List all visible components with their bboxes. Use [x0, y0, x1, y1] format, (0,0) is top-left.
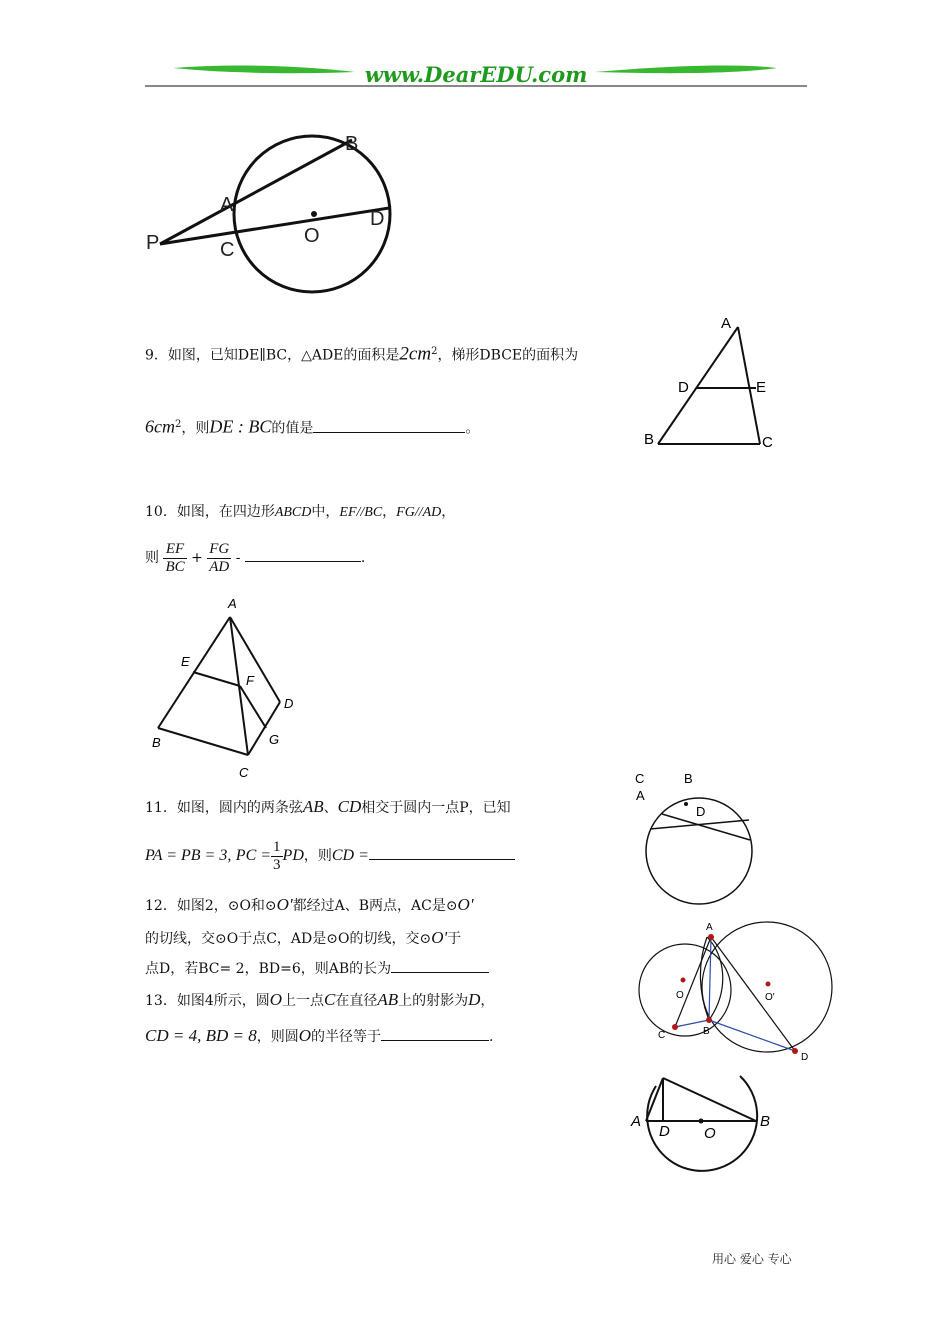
q12-line3 — [145, 958, 489, 979]
q10-text-a: 10．如图，在四边形 — [145, 504, 275, 520]
q11-cd-eq: CD = — [331, 847, 369, 864]
q10-frac1-den: BC — [165, 558, 185, 575]
q11-fig-C: C — [635, 771, 645, 786]
q13-fig-O: O — [704, 1125, 716, 1142]
q11-fig-B: B — [684, 771, 693, 786]
q11-text-a: 11．如图，圆内的两条弦 — [145, 800, 303, 816]
label-B: B — [345, 133, 359, 155]
q9-area2: 6cm — [145, 416, 175, 437]
q12-fig-A: A — [706, 922, 713, 933]
label-D: D — [370, 208, 385, 230]
q10-line2 — [145, 536, 365, 580]
q12-fig-O2: O' — [765, 992, 775, 1003]
q9-text-c: ，则 — [181, 420, 210, 437]
q9-text-d: 的值是 — [271, 420, 314, 437]
q12-fig-O: O — [676, 990, 684, 1001]
q12-fig-D: D — [801, 1052, 809, 1063]
q9-end: 。 — [465, 420, 480, 437]
q11-answer-blank[interactable] — [369, 845, 515, 860]
q10-fig-F: F — [246, 673, 254, 688]
q11-fig-D: D — [696, 804, 706, 819]
q12-text-e: 点D，若BC= 2，BD=6，则AB的长为 — [145, 961, 392, 977]
q11-dun: 、 — [323, 800, 338, 816]
q13-o2: O — [298, 1026, 312, 1045]
q13-o1: O — [269, 990, 283, 1009]
q12-fig-B: B — [703, 1026, 710, 1037]
q11-line2 — [145, 836, 515, 876]
q13-text-g: 的半径等于 — [311, 1029, 382, 1045]
q13-end: . — [489, 1029, 494, 1045]
q13-line2 — [145, 1026, 493, 1047]
q13-text-f: ，则圆 — [256, 1029, 299, 1045]
q10-text-b: 中， — [311, 504, 340, 520]
q13-c: C — [324, 990, 336, 1009]
q9-ratio: DE : BC — [209, 416, 272, 437]
q13-fig-D: D — [659, 1123, 670, 1140]
q10-fig-B: B — [152, 735, 161, 750]
label-O: O — [304, 225, 320, 247]
q10-sep: ， — [382, 504, 397, 520]
q10-fig-A: A — [228, 596, 237, 611]
q13-text-a: 13．如图4所示，圆 — [145, 993, 270, 1009]
label-P: P — [146, 232, 160, 254]
q10-fig-G: G — [269, 732, 280, 747]
figure-q12-two-circles — [635, 910, 840, 1065]
figure-secant-circle — [140, 125, 400, 300]
page-header — [145, 60, 807, 90]
figure-q10-quadrilateral — [145, 595, 315, 785]
q13-fig-B: B — [760, 1113, 771, 1130]
q11-ab: AB — [302, 797, 324, 816]
q12-op3: O' — [431, 928, 448, 947]
q12-text-c: 的切线，交⊙O于点C，AD是⊙O的切线，交⊙ — [145, 931, 432, 947]
q12-op1: O' — [276, 895, 293, 914]
q10-line1 — [145, 502, 455, 523]
q12-line1 — [145, 895, 473, 916]
q12-line2 — [145, 928, 461, 949]
q13-ab: AB — [377, 990, 399, 1009]
q9-fig-A: A — [721, 315, 732, 332]
q11-cd: CD — [337, 797, 362, 816]
q9-line2 — [145, 415, 479, 439]
q13-text-c: 在直径 — [335, 993, 378, 1009]
q13-text-e: ， — [480, 993, 495, 1009]
figure-q9-triangle — [640, 312, 790, 452]
q10-frac1 — [163, 541, 186, 576]
q12-text-b: 都经过A、B两点，AC是⊙ — [292, 898, 458, 914]
q9-area1: 2cm — [399, 343, 432, 365]
q9-fig-C: C — [762, 434, 773, 451]
q11-ze: ，则 — [303, 848, 332, 864]
q10-eq: - — [235, 550, 241, 566]
q10-quad: ABCD — [274, 505, 312, 520]
q13-fig-A: A — [631, 1113, 642, 1130]
q10-frac2-num: FG — [209, 540, 230, 557]
q10-cond1: EF//BC — [339, 505, 383, 520]
label-C: C — [220, 239, 235, 261]
q9-area1-exp: 2 — [431, 346, 438, 357]
q11-frac-num: 1 — [273, 838, 281, 855]
q9-text-b: ，梯形DBCE的面积为 — [437, 347, 579, 364]
q11-pc: PC = — [235, 847, 272, 864]
q9-area2-exp: 2 — [175, 419, 182, 430]
q11-eq-a: PA = PB = 3, — [145, 847, 232, 864]
q11-line1 — [145, 797, 511, 818]
q13-line1 — [145, 990, 494, 1011]
q10-fig-E: E — [181, 654, 190, 669]
q13-eqs: CD = 4, BD = 8 — [145, 1026, 257, 1045]
q9-answer-blank[interactable] — [313, 418, 465, 433]
q10-answer-blank[interactable] — [245, 547, 361, 562]
q10-plus: + — [191, 550, 203, 566]
q9-fig-D: D — [678, 379, 689, 396]
q11-frac — [271, 839, 283, 874]
q12-op2: O' — [457, 895, 474, 914]
q9-fig-E: E — [756, 379, 767, 396]
q10-comma: ， — [441, 504, 456, 520]
header-site-text: www.DearEDU.com — [364, 62, 588, 87]
q11-fig-A: A — [636, 788, 645, 803]
page-footer: 用心 爱心 专心 — [712, 1252, 792, 1266]
q9-text-a: 9．如图，已知DE∥BC，△ADE的面积是 — [145, 347, 400, 364]
figure-q11-chords — [632, 768, 762, 908]
q10-frac2-den: AD — [209, 558, 230, 575]
q13-text-b: 上一点 — [282, 993, 325, 1009]
q10-fig-C: C — [239, 765, 249, 780]
q9-fig-B: B — [644, 431, 655, 448]
figure-q13-projection — [628, 1068, 778, 1186]
q10-frac1-num: EF — [163, 541, 186, 559]
header-banner — [145, 60, 807, 90]
q9-line1 — [145, 342, 578, 366]
q10-then: 则 — [145, 550, 159, 566]
q12-answer-blank[interactable] — [391, 958, 489, 973]
q13-answer-blank[interactable] — [381, 1026, 489, 1041]
q10-end: . — [360, 550, 366, 566]
q13-text-d: 上的射影为 — [398, 993, 469, 1009]
q10-cond2: FG//AD — [396, 505, 442, 520]
q10-frac2 — [207, 541, 231, 576]
q10-fig-D: D — [284, 696, 294, 711]
q11-pd: PD — [282, 847, 304, 864]
q12-text-d: 于 — [447, 931, 462, 947]
label-A: A — [220, 194, 234, 216]
q13-d: D — [468, 990, 481, 1009]
q12-fig-C: C — [658, 1030, 666, 1041]
q11-text-b: 相交于圆内一点P，已知 — [361, 800, 511, 816]
q11-frac-den: 3 — [273, 856, 281, 873]
q12-text-a: 12．如图2，⊙O和⊙ — [145, 898, 277, 914]
